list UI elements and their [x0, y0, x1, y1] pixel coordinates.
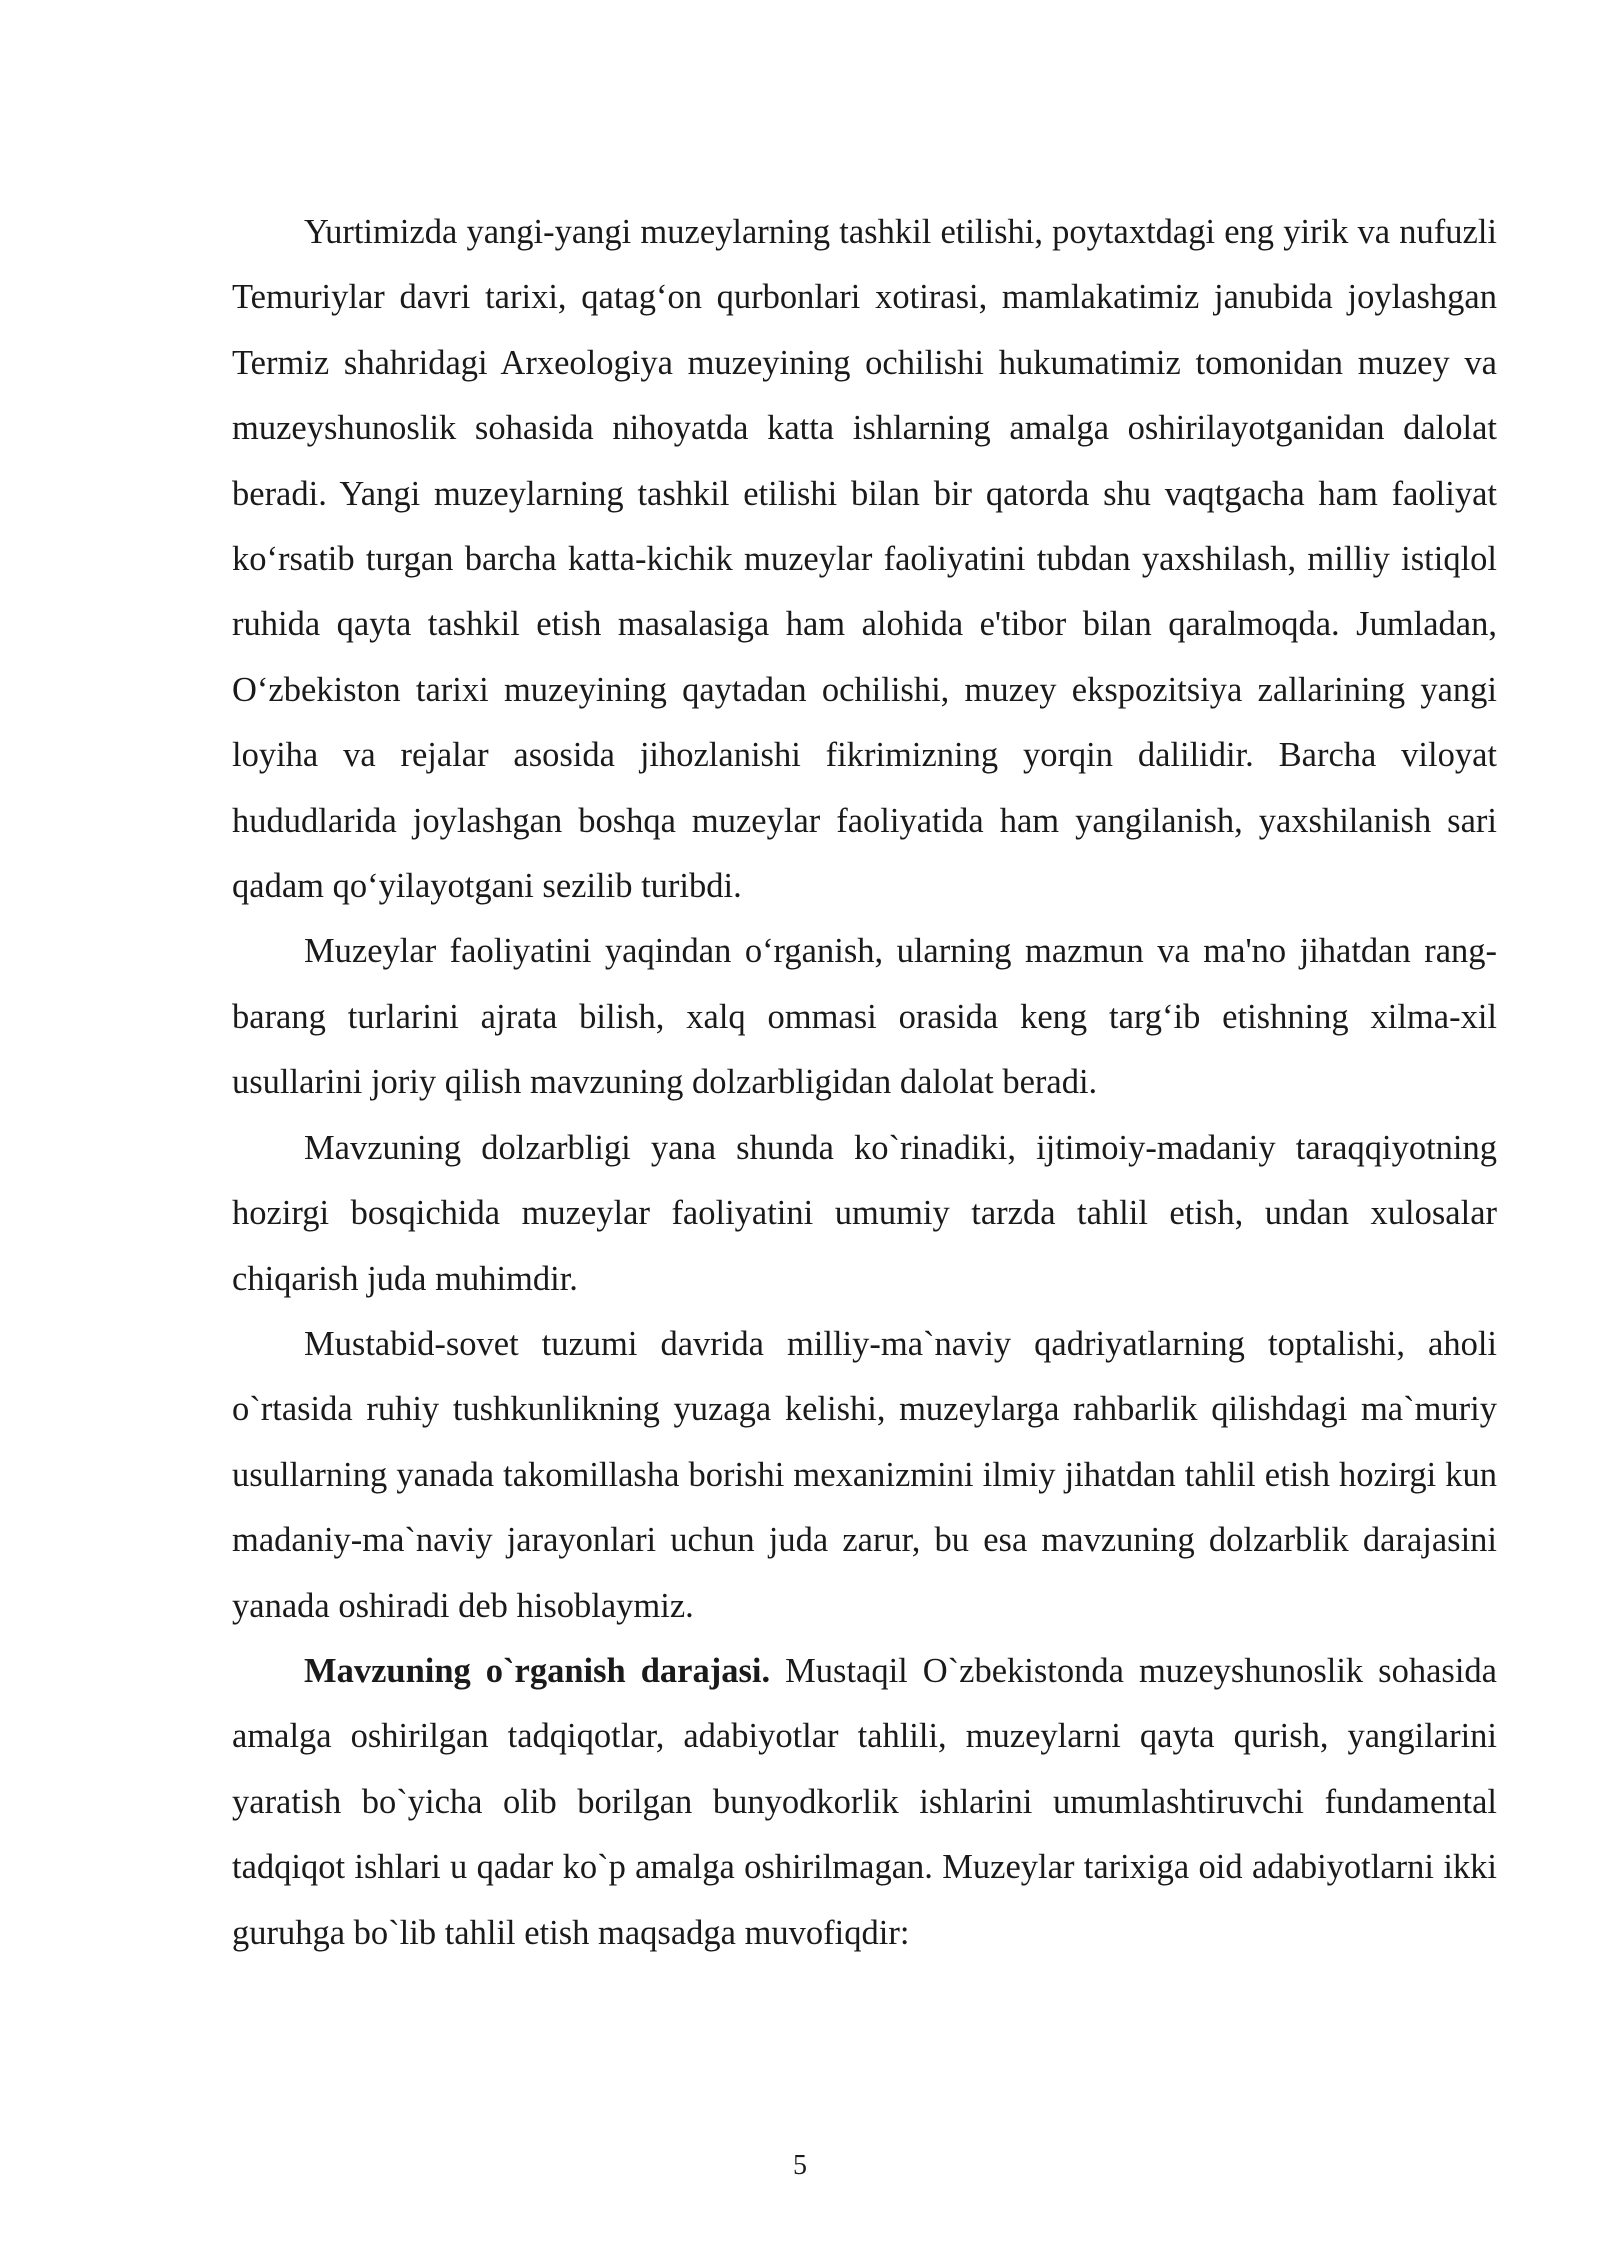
paragraph-1-text: Yurtimizda yangi-yangi muzeylarning tashkil etilishi, poytaxtdagi eng yirik va nufuzli Temuriylar davri tarixi, qatag‘on qurbonlari xotirasi, mamlakatimiz janubida joylashgan Termiz shahridagi Arxeologiya muzeyining ochilishi hukumatimiz tomonidan muzey va muzeyshunoslik sohasida nihoyatda katta ishlarning amalga oshirilayotganidan dalolat beradi. Yangi muzeylarning tashkil etilishi bilan bir qatorda shu vaqtgacha ham faoliyat ko‘rsatib turgan barcha katta-kichik muzeylar faoliyatini tubdan yaxshilash, milliy istiqlol ruhida qayta tashkil etish masalasiga ham alohida e'tibor bilan qaralmoqda. Jumladan, O‘zbekiston tarixi muzeyining qaytadan ochilishi, muzey ekspozitsiya zallarining yangi loyiha va rejalar asosida jihozlanishi fikrimizning yorqin dalilidir. Barcha viloyat hududlarida joylashgan boshqa muzeylar faoliyatida ham yangilanish, yaxshilanish sari qadam qo‘yilayotgani sezilib turibdi. [232, 213, 1497, 906]
paragraph-1 [232, 200, 1497, 919]
paragraph-4-text: Mustabid-sovet tuzumi davrida milliy-ma`naviy qadriyatlarning toptalishi, aholi o`rtasida ruhiy tushkunlikning yuzaga kelishi, muzeylarga rahbarlik qilishdagi ma`muriy usullarning yanada takomillasha borishi mexanizmini ilmiy jihatdan tahlil etish hozirgi kun madaniy-ma`naviy jarayonlari uchun juda zarur, bu esa mavzuning dolzarblik darajasini yanada oshiradi deb hisoblaymiz. [232, 1324, 1497, 1625]
section-heading-inline: Mavzuning o`rganish darajasi. [304, 1651, 771, 1690]
paragraph-4 [232, 1312, 1497, 1639]
paragraph-3-text: Mavzuning dolzarbligi yana shunda ko`rinadiki, ijtimoiy-madaniy taraqqiyotning hozirgi bosqichida muzeylar faoliyatini umumiy tarzda tahlil etish, undan xulosalar chiqarish juda muhimdir. [232, 1128, 1497, 1298]
paragraph-2-text: Muzeylar faoliyatini yaqindan o‘rganish, ularning mazmun va ma'no jihatdan rang-barang turlarini ajrata bilish, xalq ommasi orasida keng targ‘ib etishning xilma-xil usullarini joriy qilish mavzuning dolzarbligidan dalolat beradi. [232, 932, 1497, 1102]
page-number: 5 [793, 2150, 807, 2181]
body-text [232, 200, 1497, 1966]
paragraph-2 [232, 919, 1497, 1115]
paragraph-5 [232, 1639, 1497, 1966]
paragraph-3 [232, 1116, 1497, 1312]
paragraph-5-text: Mustaqil O`zbekistonda muzeyshunoslik sohasida amalga oshirilgan tadqiqotlar, adabiyotlar tahlili, muzeylarni qayta qurish, yangilarini yaratish bo`yicha olib borilgan bunyodkorlik ishlarini umumlashtiruvchi fundamental tadqiqot ishlari u qadar ko`p amalga oshirilmagan. Muzeylar tarixiga oid adabiyotlarni ikki guruhga bo`lib tahlil etish maqsadga muvofiqdir: [232, 1651, 1497, 1952]
